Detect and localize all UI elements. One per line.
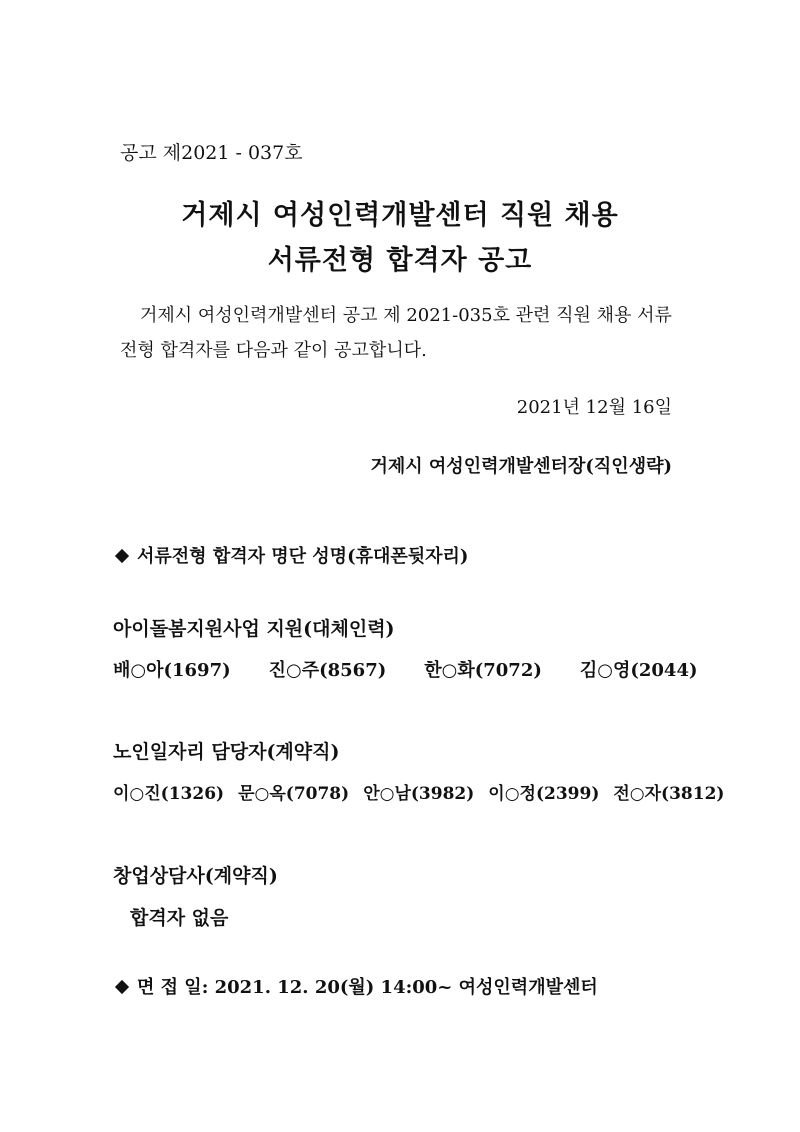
body-line-1: 거제시 여성인력개발센터 공고 제 2021-035호 관련 직원 채용 서류 (140, 305, 672, 326)
category-heading: 노인일자리 담당자(계약직) (113, 741, 340, 763)
issuer: 거제시 여성인력개발센터장(직인생략) (370, 456, 672, 477)
diamond-bullet-icon (115, 549, 129, 563)
list-item: 진○주(8567) (268, 660, 387, 681)
category-heading: 창업상담사(계약직) (113, 865, 278, 887)
list-item: 안○남(3982) (363, 784, 475, 804)
list-item: 문○옥(7078) (238, 784, 350, 804)
list-item: 한○화(7072) (424, 660, 542, 681)
diamond-bullet-icon (115, 980, 129, 994)
interview-info (113, 973, 598, 999)
list-item: 김○영(2044) (579, 660, 698, 681)
list-item: 전○자(3812) (613, 784, 725, 804)
notice-number: 공고 제2021 - 037호 (120, 142, 303, 164)
name-list (113, 779, 724, 804)
interview-text: 면 접 일: 2021. 12. 20(월) 14:00~ 여성인력개발센터 (137, 977, 598, 998)
list-item: 이○정(2399) (488, 784, 600, 804)
category-heading: 아이돌봄지원사업 지원(대체인력) (113, 618, 395, 640)
list-item: 배○아(1697) (113, 660, 231, 681)
no-successful-applicants: 합격자 없음 (130, 907, 229, 929)
list-heading-text: 서류전형 합격자 명단 성명(휴대폰뒷자리) (137, 546, 469, 567)
list-heading (113, 542, 468, 568)
name-list (113, 656, 698, 682)
notice-date: 2021년 12월 16일 (516, 397, 672, 418)
title-line-1: 거제시 여성인력개발센터 직원 채용 (181, 200, 619, 231)
title-line-2: 서류전형 합격자 공고 (267, 245, 533, 276)
body-line-2: 전형 합격자를 다음과 같이 공고합니다. (120, 340, 427, 361)
list-item: 이○진(1326) (113, 784, 225, 804)
